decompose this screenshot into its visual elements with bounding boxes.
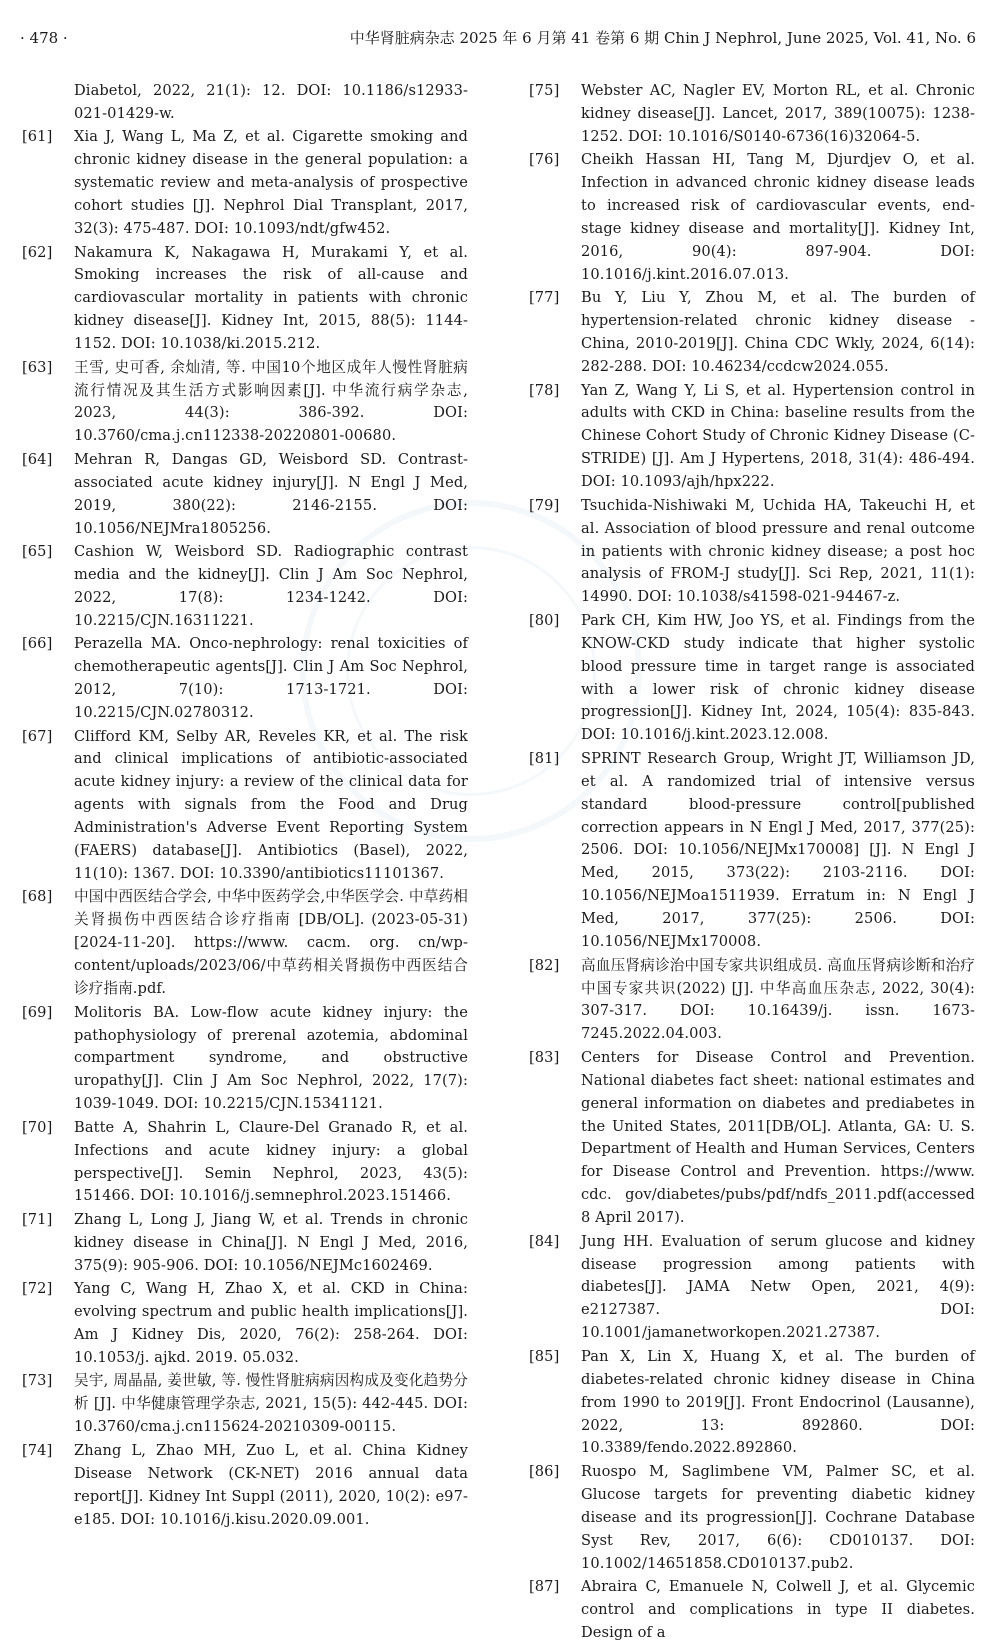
reference-text: 中国中西医结合学会, 中华中医药学会,中华医学会. 中草药相关肾损伤中西医结合诊疗指南 [DB/OL]. (2023-05-31) [2024-11-20]. https://www. cacm. org. cn/wp-content/uploads/2023/06/中草药相关肾损伤中西医结合诊疗指南.pdf. <box>74 888 468 998</box>
reference-text: Xia J, Wang L, Ma Z, et al. Cigarette smoking and chronic kidney disease in the general population: a systematic review and meta-analysis of prospective cohort studies [J]. Nephrol Dial Transplant, 2017, 32(3): 475-487. DOI: 10.1093/ndt/gfw452. <box>74 128 468 238</box>
reference-item <box>22 1002 468 1117</box>
reference-item <box>529 1231 975 1346</box>
reference-item <box>529 287 975 379</box>
reference-number: [87] <box>529 1578 560 1596</box>
reference-text: Jung HH. Evaluation of serum glucose and kidney disease progression among patients with diabetes[J]. JAMA Netw Open, 2021, 4(9): e2127387. DOI: 10.1001/jamanetworkopen.2021.27387. <box>581 1232 975 1342</box>
reference-number: [80] <box>529 611 560 629</box>
reference-text: Yang C, Wang H, Zhao X, et al. CKD in China: evolving spectrum and public health implications[J]. Am J Kidney Dis, 2020, 76(2): 258-264. DOI: 10.1053/j. ajkd. 2019. 05.032. <box>74 1280 468 1366</box>
reference-text: Centers for Disease Control and Prevention. National diabetes fact sheet: national estimates and general information on diabetes and prediabetes in the United States, 2011[DB/OL]. Atlanta, GA: U. S. Department of Health and Human Services, Centers for Disease Control and Prevention. https://www. cdc. gov/diabetes/pubs/pdf/ndfs_2011.pdf(accessed 8 April 2017). <box>581 1048 975 1227</box>
reference-text: Clifford KM, Selby AR, Reveles KR, et al. The risk and clinical implications of antibiotic-associated acute kidney injury: a review of the clinical data for agents with signals from the Food and Drug Administration's Adverse Event Reporting System (FAERS) database[J]. Antibiotics (Basel), 2022, 11(10): 1367. DOI: 10.3390/antibiotics11101367. <box>74 727 468 882</box>
reference-item <box>22 726 468 886</box>
reference-item <box>22 357 468 449</box>
reference-number: [64] <box>22 450 53 468</box>
reference-number: [77] <box>529 289 560 307</box>
reference-item <box>22 886 468 1001</box>
reference-text: 吴宇, 周晶晶, 姜世敏, 等. 慢性肾脏病病因构成及变化趋势分析 [J]. 中华健康管理学杂志, 2021, 15(5): 442-445. DOI: 10.3760/cma.j.cn115624-20210309-00115. <box>74 1372 468 1436</box>
reference-text: Abraira C, Emanuele N, Colwell J, et al. Glycemic control and complications in type II diabetes. Design of a <box>581 1578 975 1641</box>
reference-item <box>22 541 468 633</box>
reference-number: [72] <box>22 1280 53 1298</box>
reference-number: [82] <box>529 956 560 974</box>
reference-item <box>22 449 468 541</box>
reference-number: [75] <box>529 82 560 99</box>
reference-number: [73] <box>22 1372 53 1390</box>
reference-number: [66] <box>22 635 53 653</box>
reference-item <box>22 242 468 357</box>
reference-item <box>529 380 975 495</box>
reference-item <box>529 955 975 1047</box>
reference-text: Molitoris BA. Low-flow acute kidney injury: the pathophysiology of prerenal azotemia, abdominal compartment syndrome, and obstructive uropathy[J]. Clin J Am Soc Nephrol, 2022, 17(7): 1039-1049. DOI: 10.2215/CJN.15341121. <box>74 1003 468 1113</box>
reference-number: [81] <box>529 749 560 767</box>
running-header <box>20 26 976 50</box>
reference-text: Mehran R, Dangas GD, Weisbord SD. Contrast-associated acute kidney injury[J]. N Engl J Med, 2019, 380(22): 2146-2155. DOI: 10.1056/NEJMra1805256. <box>74 450 468 537</box>
reference-number: [74] <box>22 1441 53 1459</box>
reference-number: [68] <box>22 888 53 906</box>
reference-number: [61] <box>22 128 53 146</box>
reference-text: Bu Y, Liu Y, Zhou M, et al. The burden of hypertension-related chronic kidney disease - China, 2010-2019[J]. China CDC Wkly, 2024, 6(14): 282-288. DOI: 10.46234/ccdcw2024.055. <box>581 289 975 376</box>
reference-number: [79] <box>529 496 560 514</box>
reference-item <box>22 1440 468 1532</box>
continued-reference: Diabetol, 2022, 21(1): 12. DOI: 10.1186/s12933- 021-01429-w. <box>74 82 468 122</box>
reference-text: Nakamura K, Nakagawa H, Murakami Y, et al. Smoking increases the risk of all-cause and cardiovascular mortality in patients with chronic kidney disease[J]. Kidney Int, 2015, 88(5): 1144-1152. DOI: 10.1038/ki.2015.212. <box>74 243 468 353</box>
reference-text: Zhang L, Zhao MH, Zuo L, et al. China Kidney Disease Network (CK-NET) 2016 annual data report[J]. Kidney Int Suppl (2011), 2020, 10(2): e97-e185. DOI: 10.1016/j.kisu.2020.09.001. <box>74 1441 468 1528</box>
reference-item <box>529 1576 975 1645</box>
reference-number: [71] <box>22 1210 53 1228</box>
reference-item <box>529 610 975 747</box>
reference-item <box>529 748 975 954</box>
reference-number: [83] <box>529 1048 560 1066</box>
reference-text: Zhang L, Long J, Jiang W, et al. Trends in chronic kidney disease in China[J]. N Engl J Med, 2016, 375(9): 905-906. DOI: 10.1056/NEJMc1602469. <box>74 1210 468 1274</box>
reference-text: Perazella MA. Onco-nephrology: renal toxicities of chemotherapeutic agents[J]. Clin J Am Soc Nephrol, 2012, 7(10): 1713-1721. DOI: 10.2215/CJN.02780312. <box>74 635 468 722</box>
reference-text: Ruospo M, Saglimbene VM, Palmer SC, et al. Glucose targets for preventing diabetic kidney disease and its progression[J]. Cochrane Database Syst Rev, 2017, 6(6): CD010137. DOI: 10.1002/14651858.CD010137.pub2. <box>581 1462 975 1572</box>
reference-text: 王雪, 史可香, 余灿清, 等. 中国10个地区成年人慢性肾脏病流行情况及其生活方式影响因素[J]. 中华流行病学杂志, 2023, 44(3): 386-392. DOI: 10.3760/cma.j.cn112338-20220801-00680. <box>74 358 468 445</box>
reference-text: Cheikh Hassan HI, Tang M, Djurdjev O, et al. Infection in advanced chronic kidney disease leads to increased risk of cardiovascular events, end-stage kidney disease and mortality[J]. Kidney Int, 2016, 90(4): 897-904. DOI: 10.1016/j.kint.2016.07.013. <box>581 151 975 283</box>
reference-number: [65] <box>22 543 53 561</box>
reference-number: [62] <box>22 243 53 261</box>
reference-text: Pan X, Lin X, Huang X, et al. The burden of diabetes-related chronic kidney disease in China from 1990 to 2019[J]. Front Endocrinol (Lausanne), 2022, 13: 892860. DOI: 10.3389/fendo.2022.892860. <box>581 1347 975 1457</box>
reference-item <box>529 1047 975 1230</box>
reference-item <box>529 1461 975 1576</box>
reference-text: Yan Z, Wang Y, Li S, et al. Hypertension control in adults with CKD in China: baseline results from the Chinese Cohort Study of Chronic Kidney Disease (C-STRIDE) [J]. Am J Hypertens, 2018, 31(4): 486-494. DOI: 10.1093/ajh/hpx222. <box>581 381 975 491</box>
reference-text: 高血压肾病诊治中国专家共识组成员. 高血压肾病诊断和治疗中国专家共识(2022) [J]. 中华高血压杂志, 2022, 30(4): 307-317. DOI: 10.16439/j. issn. 1673-7245.2022.04.003. <box>581 956 975 1043</box>
reference-number: [70] <box>22 1118 53 1136</box>
reference-number: [69] <box>22 1003 53 1021</box>
reference-item <box>22 633 468 725</box>
reference-number: [86] <box>529 1462 560 1480</box>
reference-item <box>529 149 975 286</box>
reference-number: [63] <box>22 358 53 376</box>
reference-text: SPRINT Research Group, Wright JT, Williamson JD, et al. A randomized trial of intensive versus standard blood-pressure control[published correction appears in N Engl J Med, 2017, 377(25): 2506. DOI: 10.1056/NEJMx170008] [J]. N Engl J Med, 2015, 373(22): 2103-2116. DOI: 10.1056/NEJMoa1511939. Erratum in: N Engl J Med, 2017, 377(25): 2506. DOI: 10.1056/NEJMx170008. <box>581 749 975 951</box>
reference-number: [76] <box>529 151 560 169</box>
journal-citation: 中华肾脏病杂志 2025 年 6 月第 41 卷第 6 期 Chin J Nephrol, June 2025, Vol. 41, No. 6 <box>349 29 976 47</box>
reference-number: [85] <box>529 1347 560 1365</box>
reference-text: Tsuchida-Nishiwaki M, Uchida HA, Takeuchi H, et al. Association of blood pressure and renal outcome in patients with chronic kidney disease; a post hoc analysis of FROM-J study[J]. Sci Rep, 2021, 11(1): 14990. DOI: 10.1038/s41598-021-94467-z. <box>581 496 975 606</box>
reference-item <box>529 495 975 610</box>
reference-item <box>22 1117 468 1209</box>
reference-item <box>22 126 468 241</box>
reference-text: Batte A, Shahrin L, Claure-Del Granado R, et al. Infections and acute kidney injury: a global perspective[J]. Semin Nephrol, 2023, 43(5): 151466. DOI: 10.1016/j.semnephrol.2023.151466. <box>74 1118 468 1205</box>
right-column <box>529 80 975 1645</box>
reference-text: Park CH, Kim HW, Joo YS, et al. Findings from the KNOW-CKD study indicate that higher systolic blood pressure time in target range is associated with a lower risk of chronic kidney disease progression[J]. Kidney Int, 2024, 105(4): 835-843. DOI: 10.1016/j.kint.2023.12.008. <box>581 611 975 744</box>
reference-number: [67] <box>22 727 53 745</box>
reference-text: Webster AC, Nagler EV, Morton RL, et al. Chronic kidney disease[J]. Lancet, 2017, 389(10075): 1238-1252. DOI: 10.1016/S0140-6736(16)32064-5. <box>581 82 975 145</box>
reference-item <box>529 80 975 149</box>
left-column <box>22 80 468 1532</box>
reference-item <box>529 1346 975 1461</box>
reference-number: [78] <box>529 381 560 399</box>
reference-text: Cashion W, Weisbord SD. Radiographic contrast media and the kidney[J]. Clin J Am Soc Nephrol, 2022, 17(8): 1234-1242. DOI: 10.2215/CJN.16311221. <box>74 543 468 629</box>
page-number: · 478 · <box>20 29 68 47</box>
reference-number: [84] <box>529 1232 560 1250</box>
reference-item <box>22 1278 468 1370</box>
reference-item <box>22 1209 468 1278</box>
reference-item <box>22 1370 468 1439</box>
